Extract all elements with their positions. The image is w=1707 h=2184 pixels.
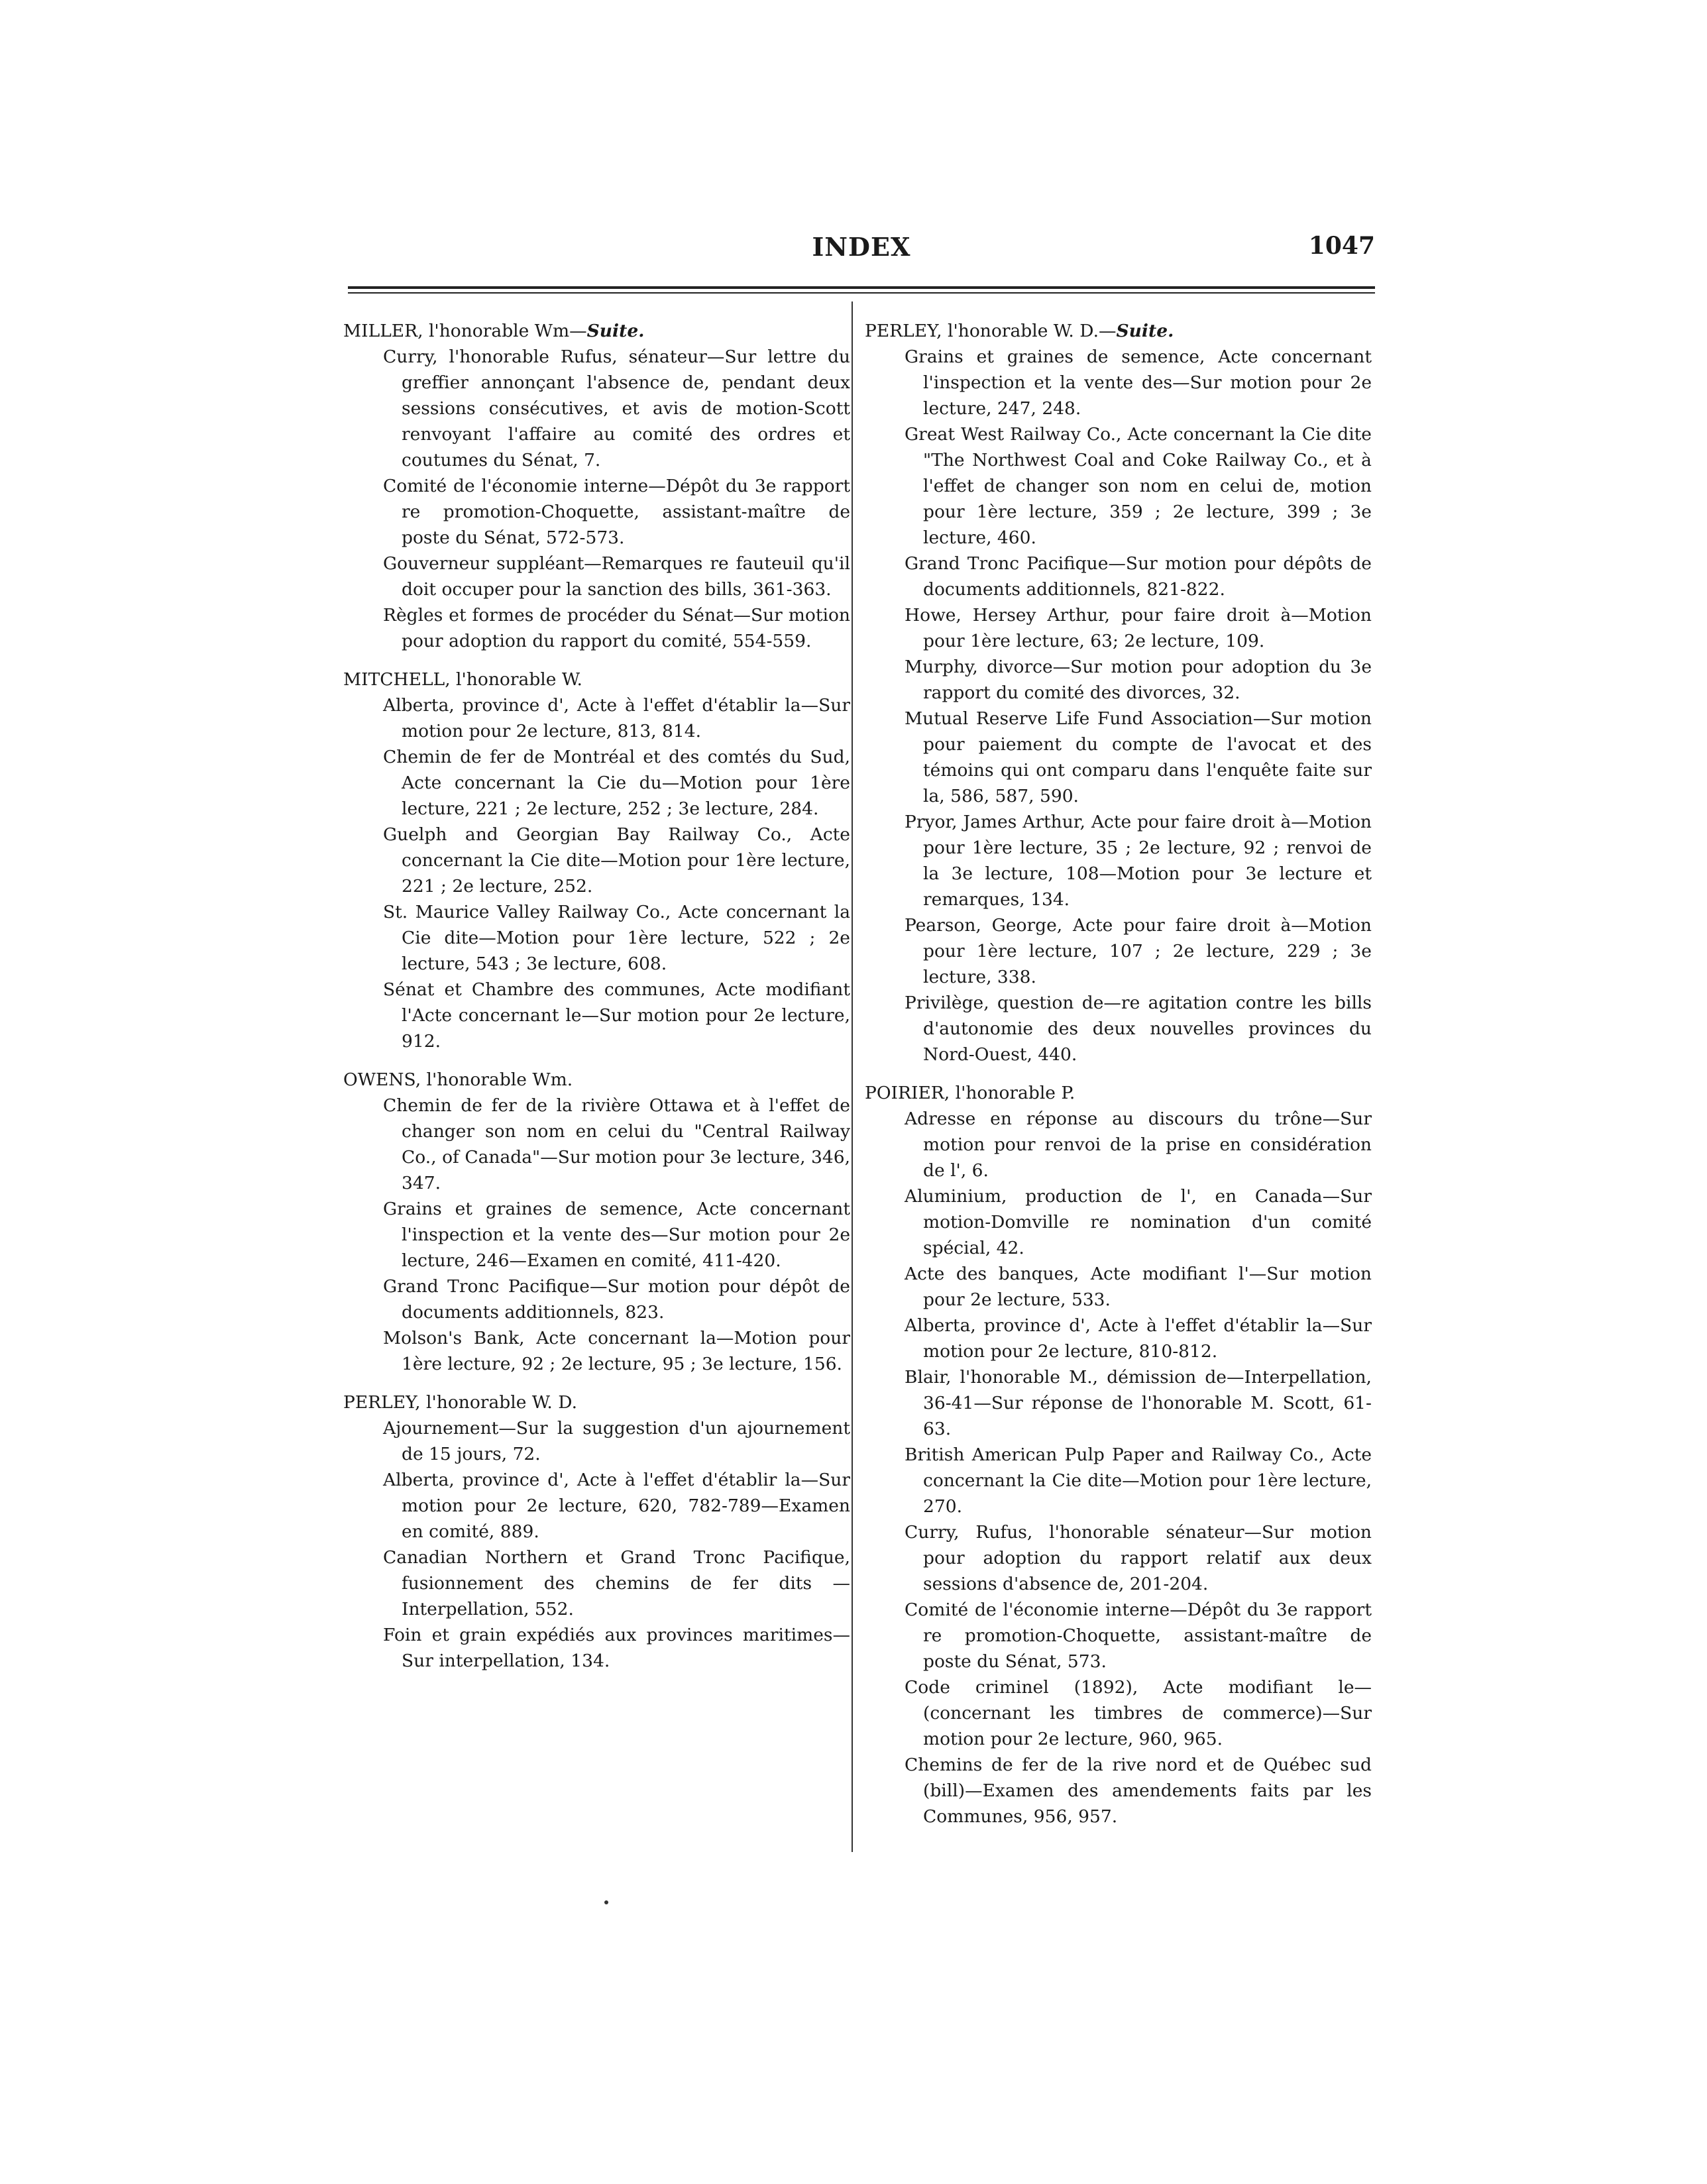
index-group <box>343 667 850 1054</box>
page-header <box>348 232 1375 265</box>
heading-name: MITCHELL, l'honorable W. <box>343 669 582 690</box>
index-entry: Blair, l'honorable M., démission de—Interpellation, 36-41—Sur réponse de l'honorable M. Scott, 61-63. <box>905 1367 1372 1439</box>
header-rule-top <box>348 286 1375 289</box>
header-rule-bottom <box>348 292 1375 294</box>
index-entry: Alberta, province d', Acte à l'effet d'établir la—Sur motion pour 2e lecture, 813, 814. <box>383 695 850 741</box>
index-group <box>343 318 850 654</box>
index-entry: Foin et grain expédiés aux provinces maritimes—Sur interpellation, 134. <box>383 1625 850 1671</box>
index-entry: Great West Railway Co., Acte concernant la Cie dite "The Northwest Coal and Coke Railway Co., et à l'effet de changer son nom en celui de, motion pour 1ère lecture, 359 ; 2e lecture, 399 ; 3e lecture, 460. <box>905 424 1372 548</box>
index-entry: Alberta, province d', Acte à l'effet d'établir la—Sur motion pour 2e lecture, 620, 782-789—Examen en comité, 889. <box>383 1470 850 1542</box>
page-title: INDEX <box>812 232 911 262</box>
page-speck <box>604 1900 608 1904</box>
index-entry: Adresse en réponse au discours du trône—Sur motion pour renvoi de la prise en considération de l', 6. <box>905 1109 1372 1181</box>
index-entry: Howe, Hersey Arthur, pour faire droit à—Motion pour 1ère lecture, 63; 2e lecture, 109. <box>905 605 1372 651</box>
index-heading <box>343 1390 850 1415</box>
heading-name: OWENS, l'honorable Wm. <box>343 1069 573 1090</box>
heading-name: MILLER, l'honorable Wm— <box>343 321 587 341</box>
index-group <box>343 1067 850 1377</box>
index-group <box>865 318 1372 1067</box>
index-heading <box>343 667 850 692</box>
index-entry: Comité de l'économie interne—Dépôt du 3e rapport re promotion-Choquette, assistant-maître de poste du Sénat, 573. <box>905 1600 1372 1672</box>
index-entry: Privilège, question de—re agitation contre les bills d'autonomie des deux nouvelles provinces du Nord-Ouest, 440. <box>905 993 1372 1065</box>
index-entry: Grand Tronc Pacifique—Sur motion pour dépôt de documents additionnels, 823. <box>383 1276 850 1323</box>
index-entry: Chemin de fer de la rivière Ottawa et à l'effet de changer son nom en celui du "Central Railway Co., of Canada"—Sur motion pour 3e lecture, 346, 347. <box>383 1095 850 1193</box>
heading-name: PERLEY, l'honorable W. D. <box>343 1392 577 1413</box>
index-entry: Acte des banques, Acte modifiant l'—Sur motion pour 2e lecture, 533. <box>905 1264 1372 1310</box>
page-number: 1047 <box>1308 232 1375 260</box>
index-entry: Chemins de fer de la rive nord et de Québec sud (bill)—Examen des amendements faits par les Communes, 956, 957. <box>905 1755 1372 1827</box>
index-entry: Mutual Reserve Life Fund Association—Sur motion pour paiement du compte de l'avocat et des témoins qui ont comparu dans l'enquête faite sur la, 586, 587, 590. <box>905 708 1372 806</box>
index-entry: Guelph and Georgian Bay Railway Co., Acte concernant la Cie dite—Motion pour 1ère lecture, 221 ; 2e lecture, 252. <box>383 824 850 897</box>
column-divider <box>852 301 853 1852</box>
index-entry: Ajournement—Sur la suggestion d'un ajournement de 15 jours, 72. <box>383 1418 850 1464</box>
index-heading <box>865 318 1372 344</box>
index-entry: Comité de l'économie interne—Dépôt du 3e rapport re promotion-Choquette, assistant-maître de poste du Sénat, 572-573. <box>383 476 850 548</box>
left-column <box>343 318 850 1686</box>
index-entry: Murphy, divorce—Sur motion pour adoption du 3e rapport du comité des divorces, 32. <box>905 657 1372 703</box>
index-entry: British American Pulp Paper and Railway Co., Acte concernant la Cie dite—Motion pour 1ère lecture, 270. <box>905 1445 1372 1517</box>
index-entry: Grand Tronc Pacifique—Sur motion pour dépôts de documents additionnels, 821-822. <box>905 553 1372 600</box>
index-entry: Curry, Rufus, l'honorable sénateur—Sur motion pour adoption du rapport relatif aux deux sessions d'absence de, 201-204. <box>905 1522 1372 1594</box>
heading-suite: Suite. <box>1116 321 1174 341</box>
heading-name: POIRIER, l'honorable P. <box>865 1083 1075 1103</box>
index-entry: Pearson, George, Acte pour faire droit à—Motion pour 1ère lecture, 107 ; 2e lecture, 229 ; 3e lecture, 338. <box>905 915 1372 987</box>
index-entry: Chemin de fer de Montréal et des comtés du Sud, Acte concernant la Cie du—Motion pour 1ère lecture, 221 ; 2e lecture, 252 ; 3e lecture, 284. <box>383 747 850 819</box>
index-entry: Gouverneur suppléant—Remarques re fauteuil qu'il doit occuper pour la sanction des bills, 361-363. <box>383 553 850 600</box>
heading-suite: Suite. <box>586 321 645 341</box>
heading-name: PERLEY, l'honorable W. D.— <box>865 321 1117 341</box>
index-entry: Alberta, province d', Acte à l'effet d'établir la—Sur motion pour 2e lecture, 810-812. <box>905 1315 1372 1362</box>
index-entry: Code criminel (1892), Acte modifiant le—(concernant les timbres de commerce)—Sur motion pour 2e lecture, 960, 965. <box>905 1677 1372 1749</box>
index-heading <box>343 318 850 344</box>
index-entry: Canadian Northern et Grand Tronc Pacifique, fusionnement des chemins de fer dits —Interpellation, 552. <box>383 1547 850 1619</box>
index-entry: Grains et graines de semence, Acte concernant l'inspection et la vente des—Sur motion pour 2e lecture, 246—Examen en comité, 411-420. <box>383 1199 850 1271</box>
index-entry: Règles et formes de procéder du Sénat—Sur motion pour adoption du rapport du comité, 554-559. <box>383 605 850 651</box>
index-entry: Aluminium, production de l', en Canada—Sur motion-Domville re nomination d'un comité spécial, 42. <box>905 1186 1372 1258</box>
index-group <box>865 1080 1372 1829</box>
index-entry: St. Maurice Valley Railway Co., Acte concernant la Cie dite—Motion pour 1ère lecture, 522 ; 2e lecture, 543 ; 3e lecture, 608. <box>383 902 850 974</box>
index-entry: Curry, l'honorable Rufus, sénateur—Sur lettre du greffier annonçant l'absence de, pendant deux sessions consécutives, et avis de motion-Scott renvoyant l'affaire au comité des ordres et coutumes du Sénat, 7. <box>383 347 850 470</box>
index-heading <box>343 1067 850 1093</box>
index-entry: Pryor, James Arthur, Acte pour faire droit à—Motion pour 1ère lecture, 35 ; 2e lecture, 92 ; renvoi de la 3e lecture, 108—Motion pour 3e lecture et remarques, 134. <box>905 812 1372 910</box>
right-column <box>865 318 1372 1842</box>
index-entry: Grains et graines de semence, Acte concernant l'inspection et la vente des—Sur motion pour 2e lecture, 247, 248. <box>905 347 1372 419</box>
index-group <box>343 1390 850 1674</box>
index-heading <box>865 1080 1372 1106</box>
index-entry: Molson's Bank, Acte concernant la—Motion pour 1ère lecture, 92 ; 2e lecture, 95 ; 3e lecture, 156. <box>383 1328 850 1374</box>
index-entry: Sénat et Chambre des communes, Acte modifiant l'Acte concernant le—Sur motion pour 2e lecture, 912. <box>383 979 850 1052</box>
